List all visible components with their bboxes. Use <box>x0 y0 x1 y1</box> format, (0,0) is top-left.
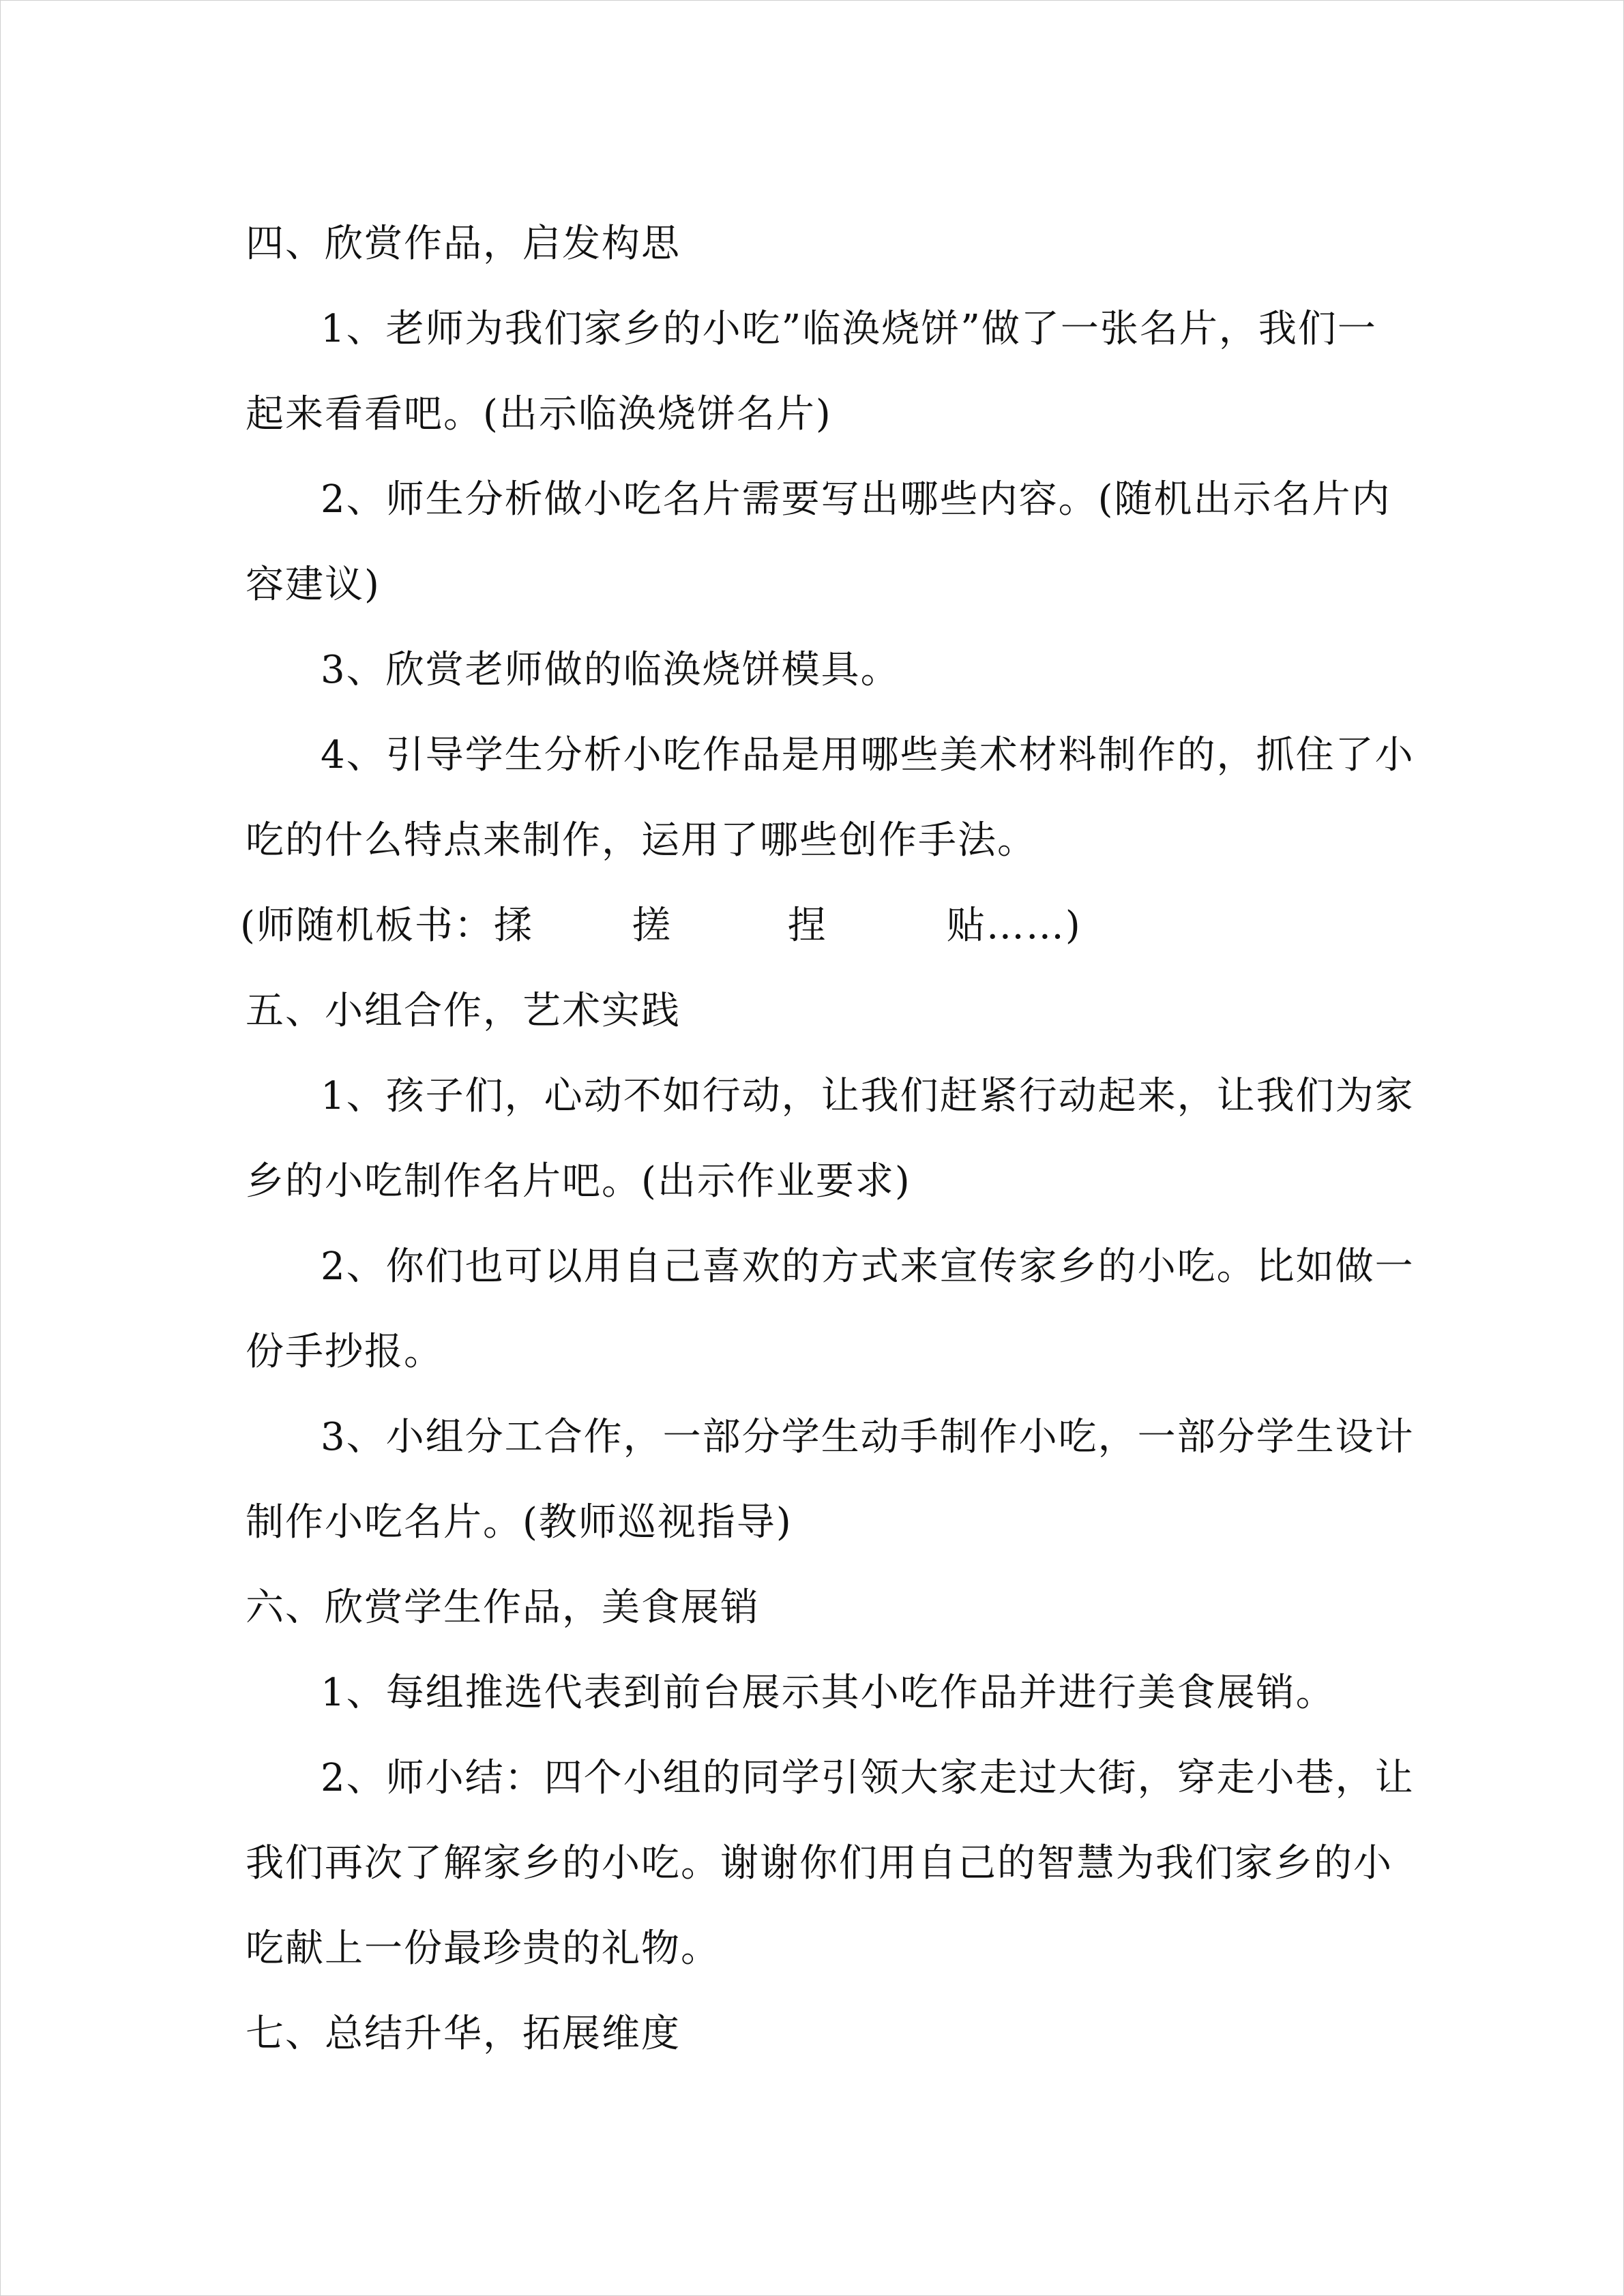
board-word: 捏 <box>787 904 827 948</box>
board-writing-line <box>240 883 1378 968</box>
paragraph-line: 起来看看吧。(出示临涣烧饼名片) <box>246 392 832 436</box>
paragraph-line: 吃献上一份最珍贵的礼物。 <box>246 1926 720 1971</box>
paragraph-line: 1、孩子们，心动不如行动，让我们赶紧行动起来，让我们为家 <box>321 1074 1415 1118</box>
board-word: 揉 <box>493 904 533 948</box>
paragraph-line: 我们再次了解家乡的小吃。谢谢你们用自己的智慧为我们家乡的小 <box>246 1841 1393 1885</box>
paragraph-line: 制作小吃名片。(教师巡视指导) <box>246 1500 793 1545</box>
section-heading: 五、小组合作，艺术实践 <box>246 989 681 1033</box>
board-prefix: (师随机板书： <box>240 904 494 948</box>
paragraph-line: 2、你们也可以用自己喜欢的方式来宣传家乡的小吃。比如做一 <box>321 1244 1415 1289</box>
board-word: 贴……) <box>946 904 1082 948</box>
section-heading: 六、欣赏学生作品，美食展销 <box>246 1585 760 1630</box>
paragraph-line: 乡的小吃制作名片吧。(出示作业要求) <box>246 1159 911 1204</box>
section-heading: 四、欣赏作品，启发构思 <box>246 222 681 266</box>
paragraph-line: 2、师小结：四个小组的同学引领大家走过大街，穿走小巷，让 <box>321 1756 1415 1800</box>
document-body <box>240 201 1415 2076</box>
paragraph-line: 3、欣赏老师做的临涣烧饼模具。 <box>321 648 900 692</box>
paragraph-line: 1、老师为我们家乡的小吃”临涣烧饼”做了一张名片，我们一 <box>321 307 1377 351</box>
paragraph-line: 份手抄报。 <box>246 1330 443 1374</box>
paragraph-line: 吃的什么特点来制作，运用了哪些创作手法。 <box>246 818 1037 863</box>
section-heading: 七、总结升华，拓展维度 <box>246 2012 681 2056</box>
board-word: 搓 <box>632 904 672 948</box>
paragraph-line: 1、每组推选代表到前台展示其小吃作品并进行美食展销。 <box>321 1671 1335 1715</box>
paragraph-line: 容建议) <box>246 563 381 607</box>
paragraph-line: 3、小组分工合作，一部分学生动手制作小吃，一部分学生设计 <box>321 1415 1415 1459</box>
paragraph-line: 2、师生分析做小吃名片需要写出哪些内容。(随机出示名片内 <box>321 477 1391 522</box>
paragraph-line: 4、引导学生分析小吃作品是用哪些美术材料制作的，抓住了小 <box>321 733 1415 777</box>
